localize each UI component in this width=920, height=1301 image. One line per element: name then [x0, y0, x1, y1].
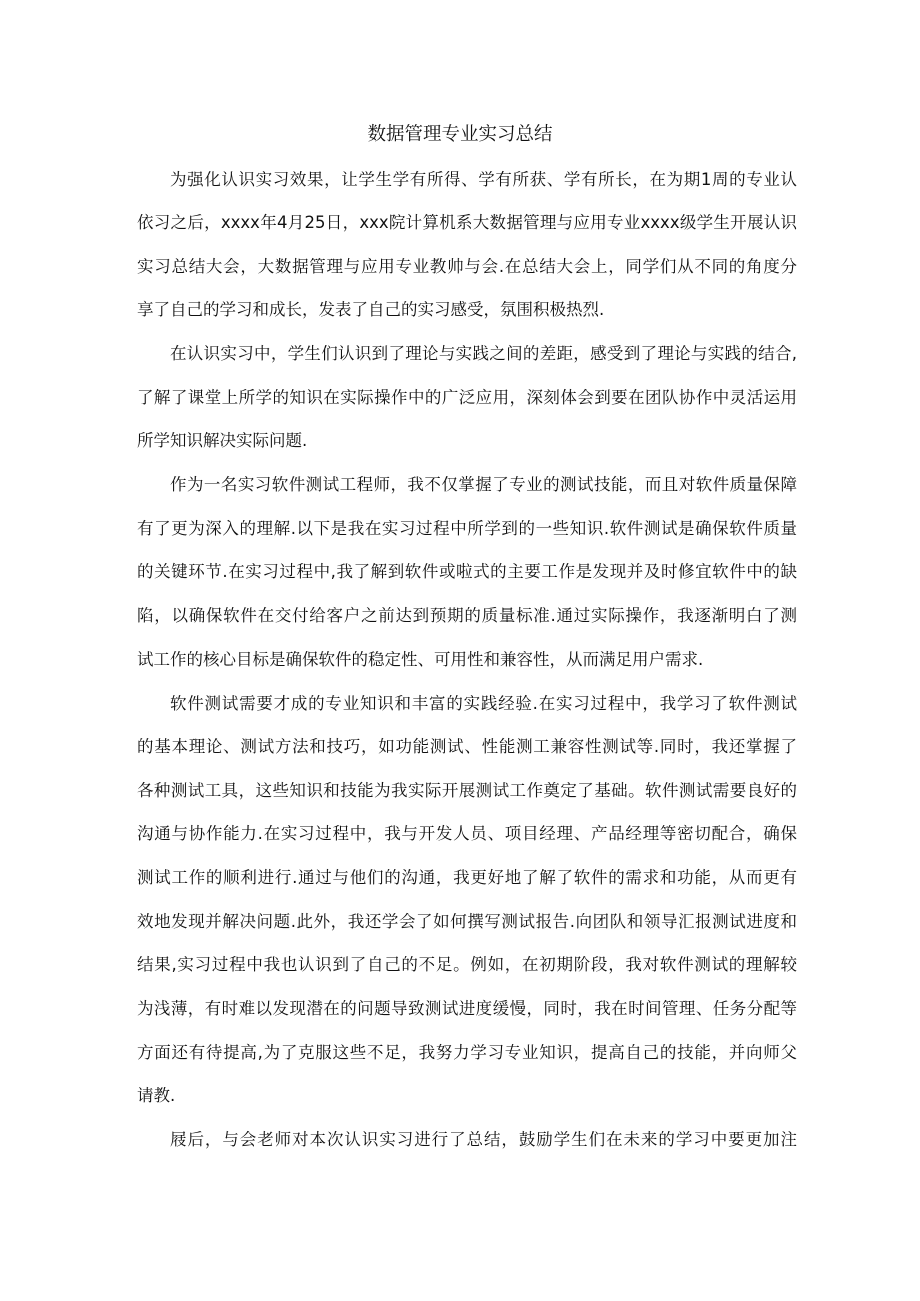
paragraph-4-line-10: 请教.: [137, 1086, 176, 1105]
paragraph-2-line-2: 了解了课堂上所学的知识在实际操作中的广泛应用，深刻体会到要在团队协作中灵活运用: [137, 388, 797, 407]
paragraph-4-line-8: 为浅薄，有时难以发现潜在的问题导致测试进度缓慢，同时，我在时间管理、任务分配等: [137, 999, 797, 1018]
paragraph-4-line-7: 结果,实习过程中我也认识到了自己的不足。例如，在初期阶段，我对软件测试的理解较: [137, 955, 797, 974]
paragraph-5-line-1: 屐后，与会老师对本次认识实习进行了总结，鼓励学生们在未来的学习中要更加注: [170, 1130, 797, 1149]
paragraph-1-line-4: 享了自己的学习和成长，发表了自己的实习感受，氛围积极热烈.: [137, 300, 605, 319]
paragraph-1-line-3: 实习总结大会，大数据管理与应用专业教帅与会.在总结大会上，同学们从不同的角度分: [137, 257, 797, 276]
paragraph-2-line-1: 在认识实习中，学生们认识到了理论与实践之间的差距，感受到了理论与实践的结合,: [170, 344, 797, 363]
paragraph-1-line-2: 依习之后，xxxx年4月25日，xxx院计算机系大数据管理与应用专业xxxx级学生开展认识: [137, 213, 797, 232]
paragraph-4-line-4: 沟通与协作能力.在实习过程中，我与开发人员、项目经理、产品经理等密切配合，确保: [137, 824, 797, 843]
paragraph-4-line-3: 各种测试工具，这些知识和技能为我实际开展测试工作奠定了基础。软件测试需要良好的: [137, 781, 797, 800]
paragraph-4-line-6: 效地发现并解决问题.此外，我还学会了如何撰写测试报告.向团队和领导汇报测试进度和: [137, 912, 797, 931]
paragraph-3-line-2: 有了更为深入的理解.以下是我在实习过程中所学到的一些知识.软件测试是确保软件质量: [137, 519, 797, 538]
paragraph-3-line-4: 陷，以确保软件在交付给客户之前达到预期的质量标准.通过实际操作，我逐渐明白了测: [137, 606, 797, 625]
paragraph-1-line-1: 为强化认识实习效果，让学生学有所得、学有所获、学有所长，在为期1周的专业认: [170, 170, 797, 189]
paragraph-2-line-3: 所学知识解决实际问题.: [137, 431, 308, 450]
paragraph-4-line-2: 的基本理论、测试方法和技巧，如功能测试、性能测工兼容性测试等.同时，我还掌握了: [137, 737, 797, 756]
paragraph-3-line-5: 试工作的核心目标是确保软件的稳定性、可用性和兼容性，从而满足用户需求.: [137, 650, 704, 669]
document-title: 数据管理专业实习总结: [367, 124, 553, 145]
paragraph-3-line-3: 的关键环节.在实习过程中,我了解到软件或啦式的主要工作是发现并及时修宜软件中的缺: [137, 562, 797, 581]
paragraph-4-line-5: 测试工作的顺利进行.通过与他们的沟通，我更好地了解了软件的需求和功能，从而更有: [137, 868, 797, 887]
paragraph-4-line-9: 方面还有待提高,为了克服这些不足，我努力学习专业知识，提高自己的技能，并向师父: [137, 1043, 797, 1062]
paragraph-3-line-1: 作为一名实习软件测试工程师，我不仅掌握了专业的测试技能，而且对软件质量保障: [170, 475, 797, 494]
paragraph-4-line-1: 软件测试需要才成的专业知识和丰富的实践经验.在实习过程中，我学习了软件测试: [170, 694, 797, 713]
